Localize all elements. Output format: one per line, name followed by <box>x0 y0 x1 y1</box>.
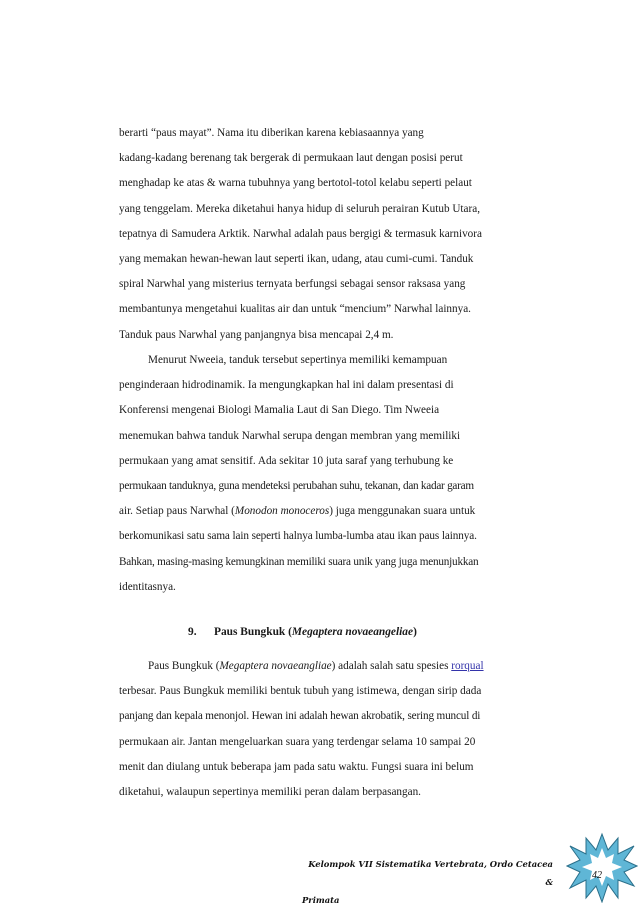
species-name: Megaptera novaeangliae <box>219 660 332 672</box>
starburst-badge-icon <box>566 832 638 903</box>
paragraph-line: spiral Narwhal yang misterius ternyata berfungsi sebagai sensor raksasa yang <box>119 278 466 291</box>
paragraph-line: Bahkan, masing-masing kemungkinan memiliki suara unik yang juga menunjukkan <box>119 555 479 568</box>
paragraph-nweeia-research <box>119 348 547 600</box>
text-run: ) adalah salah satu spesies <box>331 660 452 672</box>
section-title: Paus Bungkuk ( <box>214 626 292 638</box>
paragraph-line: berkomunikasi satu sama lain seperti halnya lumba-lumba atau ikan paus lainnya. <box>119 530 477 543</box>
paragraph-line-last: diketahui, walaupun sepertinya memiliki peran dalam berpasangan. <box>119 786 421 799</box>
paragraph-line <box>119 654 547 679</box>
paragraph-line: menit dan diulang untuk beberapa jam pada satu waktu. Fungsi suara ini belum <box>119 760 474 773</box>
page-number: 42 <box>592 870 602 881</box>
paragraph-line-last: Tanduk paus Narwhal yang panjangnya bisa mencapai 2,4 m. <box>119 328 394 341</box>
section-heading <box>188 626 417 638</box>
paragraph-line: membantunya mengetahui kualitas air dan untuk “mencium” Narwhal lainnya. <box>119 303 471 316</box>
text-run: ) juga menggunakan suara untuk <box>329 505 476 518</box>
footer-title-line2: Primata <box>302 895 340 905</box>
paragraph-line: yang memakan hewan-hewan laut seperti ikan, udang, atau cumi-cumi. Tanduk <box>119 253 474 266</box>
page-footer <box>302 855 557 909</box>
paragraph-line: Menurut Nweeia, tanduk tersebut sepertinya memiliki kemampuan <box>148 354 448 366</box>
paragraph-line: permukaan air. Jantan mengeluarkan suara yang terdengar selama 10 sampai 20 <box>119 735 476 748</box>
section-title-end: ) <box>413 626 417 638</box>
paragraph-line <box>119 499 547 524</box>
species-name: Monodon monoceros <box>234 505 330 518</box>
paragraph-line: permukaan tanduknya, guna mendeteksi perubahan suhu, tekanan, dan kadar garam <box>119 480 474 493</box>
section-title-species: Megaptera novaeangeliae <box>291 626 414 638</box>
paragraph-line: menemukan bahwa tanduk Narwhal serupa dengan membran yang memiliki <box>119 429 461 442</box>
paragraph-paus-bungkuk <box>119 654 547 805</box>
paragraph-line: panjang dan kepala menonjol. Hewan ini adalah hewan akrobatik, sering muncul di <box>119 710 481 723</box>
paragraph-line: penginderaan hidrodinamik. Ia mengungkapkan hal ini dalam presentasi di <box>119 379 454 392</box>
text-run: Paus Bungkuk ( <box>148 660 220 672</box>
section-number: 9. <box>188 626 197 638</box>
paragraph-line: permukaan yang amat sensitif. Ada sekitar 10 juta saraf yang terhubung ke <box>119 454 454 467</box>
paragraph-line: kadang-kadang berenang tak bergerak di permukaan laut dengan posisi perut <box>119 152 463 165</box>
footer-title-line1: Kelompok VII Sistematika Vertebrata, Ordo Cetacea & <box>308 859 553 887</box>
paragraph-line: tepatnya di Samudera Arktik. Narwhal adalah paus bergigi & termasuk karnivora <box>119 227 482 240</box>
paragraph-narwhal-description <box>119 121 547 348</box>
paragraph-line: berarti “paus mayat”. Nama itu diberikan karena kebiasaannya yang <box>119 127 424 139</box>
paragraph-line: Konferensi mengenai Biologi Mamalia Laut di San Diego. Tim Nweeia <box>119 404 440 417</box>
paragraph-line: menghadap ke atas & warna tubuhnya yang bertotol-totol kelabu seperti pelaut <box>119 177 472 190</box>
paragraph-line-last: identitasnya. <box>119 580 176 593</box>
paragraph-line: yang tenggelam. Mereka diketahui hanya hidup di seluruh perairan Kutub Utara, <box>119 202 480 215</box>
rorqual-link[interactable]: rorqual <box>451 660 484 672</box>
text-run: air. Setiap paus Narwhal ( <box>119 505 235 518</box>
paragraph-line: terbesar. Paus Bungkuk memiliki bentuk tubuh yang istimewa, dengan sirip dada <box>119 685 482 698</box>
